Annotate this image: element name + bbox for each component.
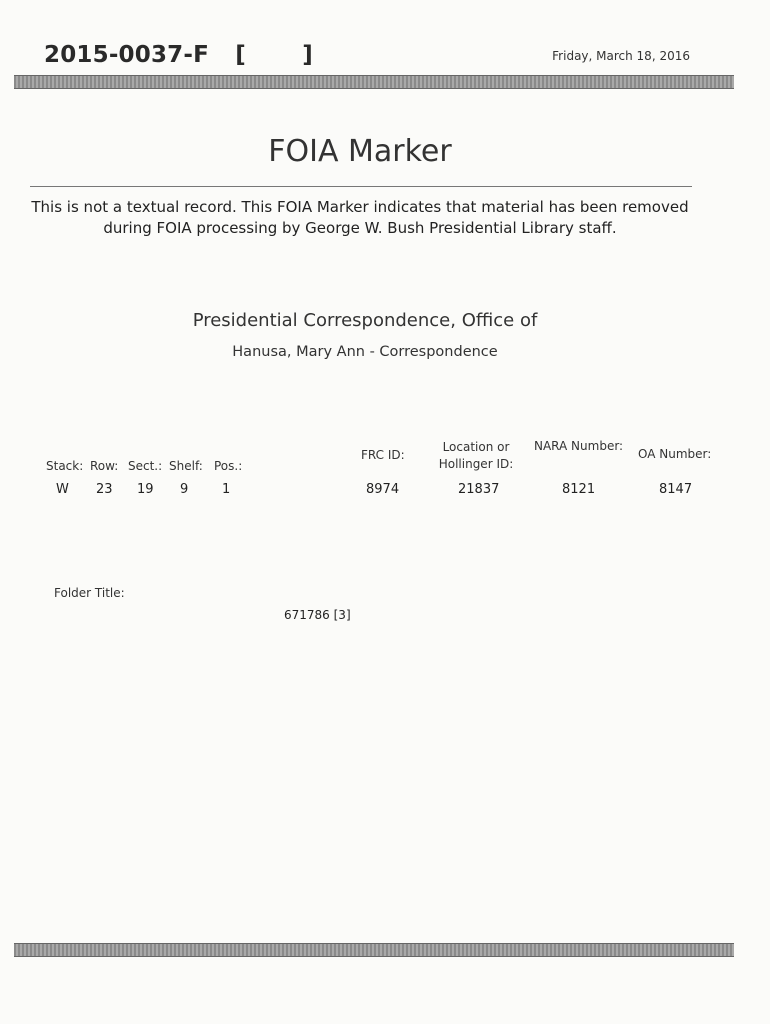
bracket-open: [ [235,42,246,68]
record-id: 2015-0037-F [44,42,210,68]
location-label-line-2: Hollinger ID: [438,457,514,471]
series-name: Hanusa, Mary Ann - Correspondence [232,344,498,360]
oa-number-label: OA Number: [638,447,712,461]
bracket-close: ] [302,42,313,68]
top-divider-bar [14,75,734,89]
sect-value: 19 [137,482,154,497]
notice-line-1: This is not a textual record. This FOIA Marker indicates that material has been removed [31,198,689,216]
stack-label: Stack: [46,459,84,473]
sect-label: Sect.: [128,459,163,473]
row-value: 23 [96,482,113,497]
page-title: FOIA Marker [268,134,452,169]
oa-number-value: 8147 [659,482,693,497]
nara-number-value: 8121 [562,482,596,497]
folder-title-label: Folder Title: [54,586,125,600]
bottom-divider-bar [14,943,734,957]
shelf-value: 9 [180,482,189,497]
row-label: Row: [90,459,119,473]
stack-value: W [56,482,69,497]
collection-name: Presidential Correspondence, Office of [192,310,538,331]
frc-id-value: 8974 [366,482,400,497]
shelf-label: Shelf: [169,459,203,473]
folder-title-value: 671786 [3] [284,608,351,622]
nara-number-label: NARA Number: [534,439,624,453]
pos-label: Pos.: [214,459,243,473]
print-date: Friday, March 18, 2016 [552,49,690,63]
frc-id-label: FRC ID: [361,448,405,462]
notice-line-2: during FOIA processing by George W. Bush Presidential Library staff. [103,219,617,237]
title-rule [30,186,692,187]
location-label-line-1: Location or [442,440,510,454]
location-value: 21837 [458,482,500,497]
record-id-header [44,42,313,68]
pos-value: 1 [222,482,231,497]
